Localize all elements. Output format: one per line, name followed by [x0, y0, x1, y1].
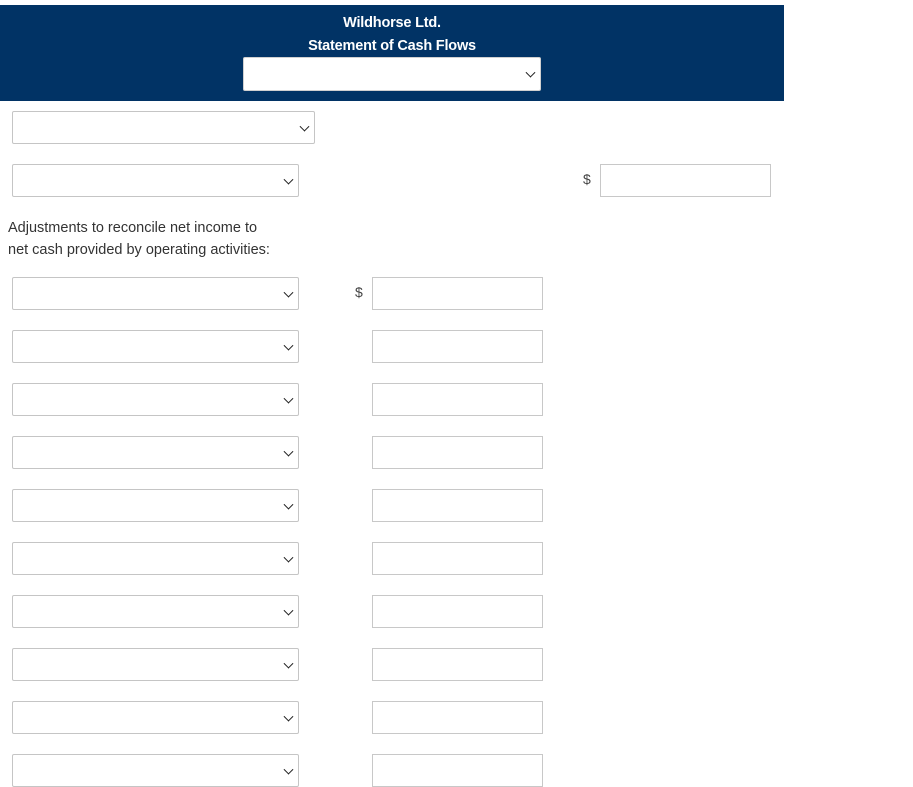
- chevron-down-icon: [284, 552, 294, 562]
- adjustments-label-line2: net cash provided by operating activities:: [8, 242, 270, 258]
- chevron-down-icon: [284, 287, 294, 297]
- adjustment-amount-input[interactable]: [372, 595, 543, 628]
- period-select[interactable]: [243, 57, 541, 91]
- chevron-down-icon: [300, 121, 310, 131]
- adjustment-select[interactable]: [12, 330, 299, 363]
- chevron-down-icon: [284, 605, 294, 615]
- chevron-down-icon: [526, 68, 536, 78]
- adjustment-amount-input[interactable]: [372, 542, 543, 575]
- net-income-select[interactable]: [12, 164, 299, 197]
- adjustment-select[interactable]: [12, 648, 299, 681]
- adjustment-select[interactable]: [12, 542, 299, 575]
- adjustments-label-line1: Adjustments to reconcile net income to: [8, 220, 258, 236]
- adjustment-select[interactable]: [12, 754, 299, 787]
- adjustment-select[interactable]: [12, 277, 299, 310]
- chevron-down-icon: [284, 446, 294, 456]
- chevron-down-icon: [284, 393, 294, 403]
- chevron-down-icon: [284, 499, 294, 509]
- adjustment-select[interactable]: [12, 383, 299, 416]
- chevron-down-icon: [284, 340, 294, 350]
- company-name: Wildhorse Ltd.: [343, 15, 441, 31]
- chevron-down-icon: [284, 764, 294, 774]
- chevron-down-icon: [284, 658, 294, 668]
- adjustments-label: [8, 217, 308, 261]
- adjustment-select[interactable]: [12, 489, 299, 522]
- adjustment-amount-input[interactable]: [372, 436, 543, 469]
- adjustment-amount-input[interactable]: [372, 701, 543, 734]
- statement-title: Statement of Cash Flows: [308, 38, 476, 54]
- chevron-down-icon: [284, 711, 294, 721]
- adjustment-amount-input[interactable]: [372, 277, 543, 310]
- section-heading-select[interactable]: [12, 111, 315, 144]
- adjustment-select[interactable]: [12, 701, 299, 734]
- adjustment-amount-input[interactable]: [372, 383, 543, 416]
- chevron-down-icon: [284, 174, 294, 184]
- adjustment-amount-input[interactable]: [372, 754, 543, 787]
- statement-header: [0, 5, 784, 101]
- net-income-amount-input[interactable]: [600, 164, 771, 197]
- currency-symbol: $: [583, 171, 591, 187]
- adjustment-select[interactable]: [12, 595, 299, 628]
- adjustment-amount-input[interactable]: [372, 330, 543, 363]
- adjustment-amount-input[interactable]: [372, 648, 543, 681]
- adjustment-amount-input[interactable]: [372, 489, 543, 522]
- currency-symbol: $: [355, 284, 363, 300]
- adjustment-select[interactable]: [12, 436, 299, 469]
